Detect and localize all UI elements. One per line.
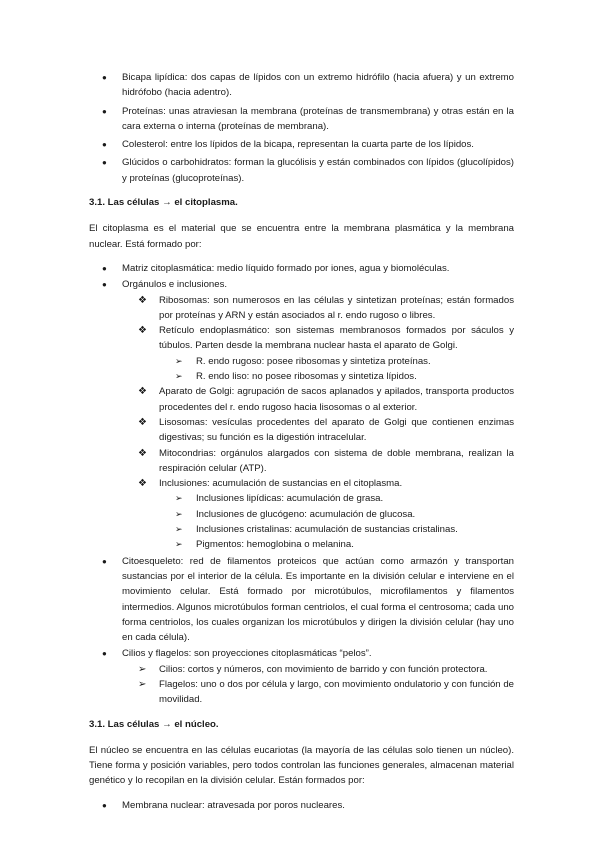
bullet-icon: ● [102, 158, 107, 168]
list-item-membrana [89, 798, 514, 813]
bullet-icon: ● [102, 106, 107, 116]
bullet-icon: ● [102, 649, 107, 659]
list-item-flagelos [89, 677, 514, 708]
list-item-inclusiones [89, 476, 514, 491]
list-item-text: Lisosomas: vesículas procedentes del aparato de Golgi que contienen enzimas digestivas; su función es la digestión intracelular. [159, 416, 514, 444]
bullet-icon: ● [102, 280, 107, 290]
list-item-lisosomas [89, 415, 514, 446]
list-item [89, 137, 514, 152]
arrow-bullet-icon: ➢ [175, 355, 183, 366]
list-item-text: Inclusiones lipídicas: acumulación de grasa. [196, 493, 384, 505]
section-heading-citoplasma: 3.1. Las células → el citoplasma. [89, 197, 238, 209]
list-item-text: Citoesqueleto: red de filamentos proteicos que actúan como armazón y transportan sustancias por el interior de la célula. Es importante en la división celular e interviene en el movimiento celular. Está formado por microtúbulos, microfilamentos y filamentos intermedios. Algunos microtúbulos forman centriolos, el cual forma el centrosoma; cada uno forma centriolos, los cuales organizan los microtúbulos y dirigen la división celular (hay uno en cada célula). [122, 555, 514, 644]
diamond-bullet-icon: ❖ [138, 416, 147, 428]
section-intro-citoplasma: El citoplasma es el material que se encuentra entre la membrana plasmática y la membrana nuclear. Está formado por: [89, 223, 514, 250]
list-item [89, 155, 514, 186]
bullet-icon: ● [102, 800, 107, 810]
arrow-bullet-icon: ➢ [138, 678, 147, 690]
list-item-inc-lipidicas [89, 491, 514, 506]
list-item-liso [89, 369, 514, 384]
list-item-pigmentos [89, 537, 514, 552]
section-heading-nucleo: 3.1. Las células → el núcleo. [89, 718, 219, 730]
arrow-bullet-icon: ➢ [175, 524, 183, 535]
list-item-ribosomas [89, 293, 514, 324]
list-item-text: Aparato de Golgi: agrupación de sacos aplanados y apilados, transporta productos procedentes del r. endo rugoso hacia lisosomas o al exterior. [159, 386, 514, 413]
list-item-text: Ribosomas: son numerosos en las células y sintetizan proteínas; están formados por proteínas y ARN y están asociados al r. endo rugoso o libres. [159, 294, 514, 321]
list-item-mitocondrias [89, 446, 514, 477]
list-item-text: Cilios: cortos y números, con movimiento de barrido y con función protectora. [159, 663, 488, 675]
nucleo-list [89, 798, 514, 813]
list-item-text: Matriz citoplasmática: medio líquido formado por iones, agua y biomoléculas. [122, 262, 450, 274]
diamond-bullet-icon: ❖ [138, 294, 147, 306]
list-item-organulos [89, 277, 514, 292]
arrow-bullet-icon: ➢ [175, 539, 183, 550]
section-intro-nucleo: El núcleo se encuentra en las células eucariotas (la mayoría de las células solo tienen un núcleo). Tiene forma y posición variables, pero todos controlan las funciones generales, almacenan material genético y lo recopilan en la división celular. Están formados por: [89, 744, 514, 787]
list-item-text: Colesterol: entre los lípidos de la bicapa, representan la cuarta parte de los lípidos. [122, 139, 474, 151]
list-item-text: Flagelos: uno o dos por célula y largo, con movimiento ondulatorio y con función de movilidad. [159, 678, 514, 706]
list-item-cilios-flagelos [89, 646, 514, 661]
list-item-reticulo [89, 323, 514, 354]
diamond-bullet-icon: ❖ [138, 478, 147, 490]
list-item-text: R. endo liso: no posee ribosomas y sintetiza lípidos. [196, 371, 417, 383]
bullet-icon: ● [102, 556, 107, 566]
list-item-rugoso [89, 354, 514, 369]
diamond-bullet-icon: ❖ [138, 447, 147, 459]
list-item-text: Retículo endoplasmático: son sistemas membranosos formados por sáculos y túbulos. Parten desde la membrana nuclear hasta el aparato de Golgi. [159, 325, 514, 352]
bullet-icon: ● [102, 140, 107, 150]
list-item-cilios [89, 662, 514, 677]
list-item-text: Inclusiones de glucógeno: acumulación de glucosa. [196, 508, 416, 520]
list-item-golgi [89, 384, 514, 415]
list-item-text: Mitocondrias: orgánulos alargados con sistema de doble membrana, realizan la respiración celular (ATP). [159, 447, 514, 474]
list-item-matriz [89, 261, 514, 276]
list-item-text: Inclusiones: acumulación de sustancias en el citoplasma. [159, 478, 403, 490]
bullet-icon: ● [102, 263, 107, 273]
diamond-bullet-icon: ❖ [138, 325, 147, 337]
list-item-text: Cilios y flagelos: son proyecciones citoplasmáticas “pelos”. [122, 648, 372, 660]
list-item-text: Glúcidos o carbohidratos: forman la glucólisis y están combinados con lípidos (glucolípidos) y proteínas (glucoproteínas). [122, 157, 514, 184]
list-item-text: Inclusiones cristalinas: acumulación de sustancias cristalinas. [196, 524, 458, 536]
arrow-bullet-icon: ➢ [138, 663, 147, 675]
list-item-text: Bicapa lipídica: dos capas de lípidos con un extremo hidrófilo (hacia afuera) y un extremo hidrófobo (hacia adentro). [122, 72, 514, 99]
list-item-inc-glucogeno [89, 507, 514, 522]
list-item [89, 70, 514, 101]
list-item-text: Pigmentos: hemoglobina o melanina. [196, 539, 354, 551]
arrow-bullet-icon: ➢ [175, 508, 183, 519]
list-item-inc-cristalinas [89, 522, 514, 537]
list-item-citoesqueleto [89, 554, 514, 646]
list-item-text: Membrana nuclear: atravesada por poros nucleares. [122, 799, 345, 811]
diamond-bullet-icon: ❖ [138, 386, 147, 398]
arrow-bullet-icon: ➢ [175, 371, 183, 382]
list-item [89, 104, 514, 135]
bullet-icon: ● [102, 73, 107, 82]
list-item-text: Proteínas: unas atraviesan la membrana (proteínas de transmembrana) y otras están en la cara externa o interna (proteínas de membrana). [122, 105, 514, 132]
list-item-text: Orgánulos e inclusiones. [122, 279, 228, 291]
citoplasma-list [89, 261, 514, 708]
membrane-components-list [89, 70, 514, 186]
list-item-text: R. endo rugoso: posee ribosomas y sintetiza proteínas. [196, 355, 431, 367]
arrow-bullet-icon: ➢ [175, 493, 183, 504]
